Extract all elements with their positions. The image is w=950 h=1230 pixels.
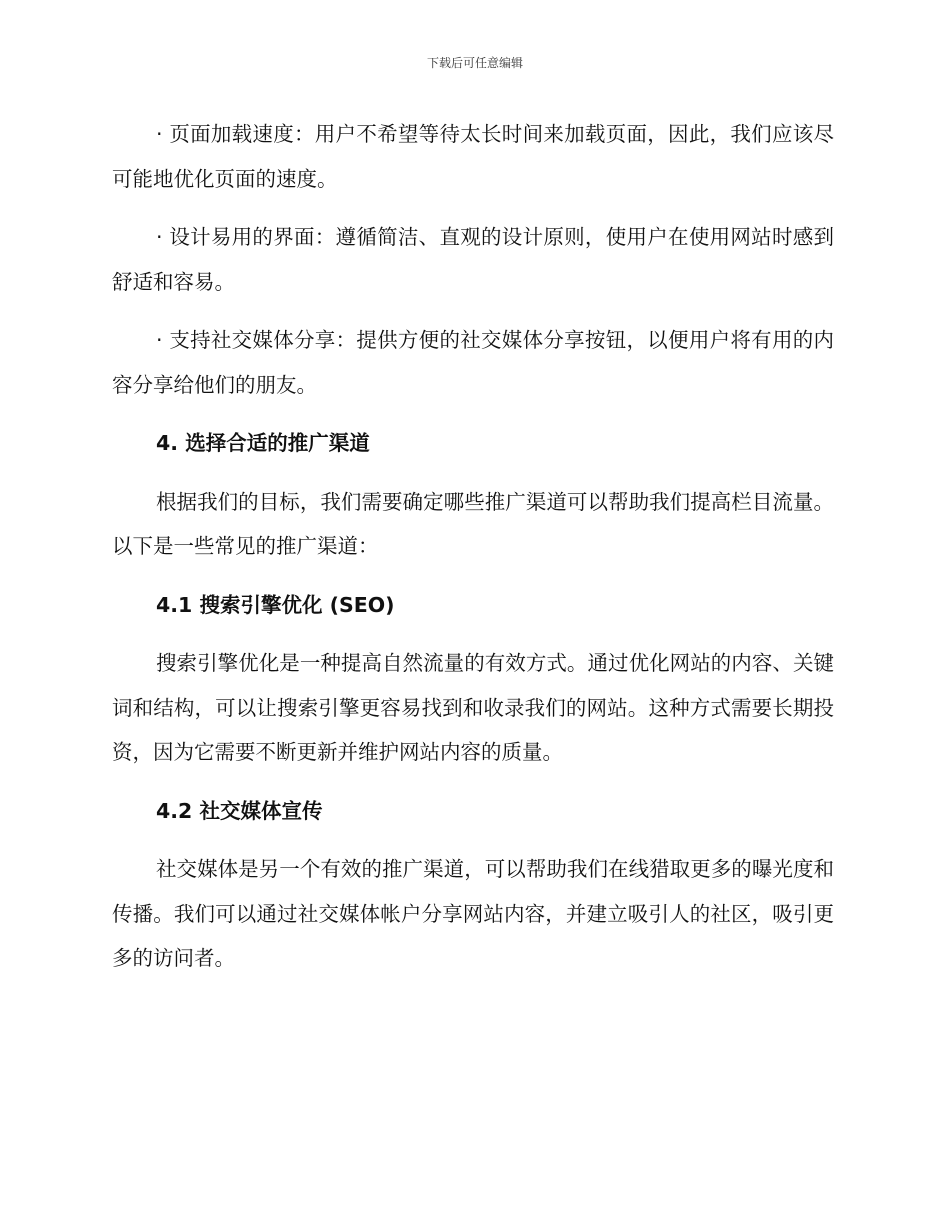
bullet-social-sharing: · 支持社交媒体分享：提供方便的社交媒体分享按钮，以便用户将有用的内容分享给他们的朋友。 [112,328,834,397]
section-heading-4-2: 4.2 社交媒体宣传 [156,798,323,823]
bullet-page-speed: · 页面加载速度：用户不希望等待太长时间来加载页面，因此，我们应该尽可能地优化页面的速度。 [112,122,834,191]
paragraph-seo: 搜索引擎优化是一种提高自然流量的有效方式。通过优化网站的内容、关键词和结构，可以让搜索引擎更容易找到和收录我们的网站。这种方式需要长期投资，因为它需要不断更新并维护网站内容的质量。 [112,651,834,764]
paragraph-channels-intro: 根据我们的目标，我们需要确定哪些推广渠道可以帮助我们提高栏目流量。以下是一些常见的推广渠道： [112,489,834,558]
paragraph-social-media: 社交媒体是另一个有效的推广渠道，可以帮助我们在线猎取更多的曝光度和传播。我们可以通过社交媒体帐户分享网站内容，并建立吸引人的社区，吸引更多的访问者。 [112,857,834,970]
section-heading-4-1: 4.1 搜索引擎优化 (SEO) [156,592,395,617]
document-body [112,112,834,995]
section-heading-4: 4. 选择合适的推广渠道 [156,431,370,455]
bullet-usable-interface: · 设计易用的界面：遵循简洁、直观的设计原则，使用户在使用网站时感到舒适和容易。 [112,225,834,294]
header-note: 下载后可任意编辑 [426,56,523,70]
